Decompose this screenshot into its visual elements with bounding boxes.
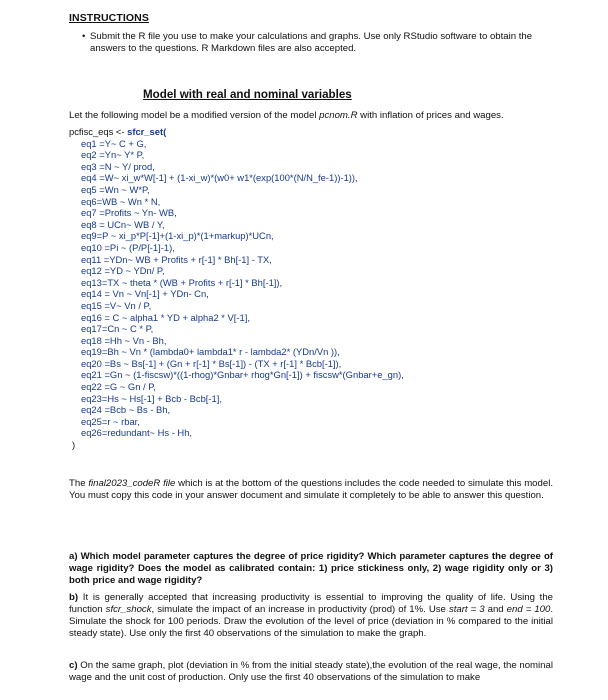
equation-line: eq12 =YD ~ YDn/ P, xyxy=(81,265,165,277)
equation-line: eq1 =Y~ C + G, xyxy=(81,137,147,149)
bullet-icon: • xyxy=(82,31,86,42)
instructions-heading: INSTRUCTIONS xyxy=(69,12,149,24)
equation-line: eq21 =Gn ~ (1-fiscsw)*((1-rhog)*Gnbar+ rhog*Gn[-1]) + fiscsw*(Gnbar+e_gn), xyxy=(81,369,404,381)
question-c-label: c) xyxy=(69,660,78,671)
equation-line: eq5 =Wn ~ W*P, xyxy=(81,183,150,195)
question-b-function: sfcr_shock xyxy=(105,604,152,615)
code-close: ) xyxy=(72,439,76,451)
code-head: pcfisc_eqs <- xyxy=(69,126,128,137)
equation-line: eq17=Cn ~ C * P, xyxy=(81,323,154,335)
equation-line: eq22 =G ~ Gn / P, xyxy=(81,381,156,393)
equation-line: eq13=TX ~ theta * (WB + Profits + r[-1] * Bh[-1]), xyxy=(81,276,283,288)
intro-suffix: with inflation of prices and wages. xyxy=(357,110,504,121)
after-code-paragraph xyxy=(69,478,553,502)
equation-line: eq19=Bh ~ Vn * (lambda0+ lambda1* r - lambda2* (YDn/Vn )), xyxy=(81,346,340,358)
intro-model-file: pcnom.R xyxy=(319,110,358,121)
code-head-line xyxy=(69,126,404,138)
model-title: Model with real and nominal variables xyxy=(143,88,352,101)
equation-list xyxy=(69,138,404,439)
instructions-text: Submit the R file you use to make your calculations and graphs. Use only RStudio software to obtain the answers to the questions. R Markdown files are also accepted. xyxy=(90,31,533,55)
question-a-label: a) xyxy=(69,551,78,562)
instructions-bullet xyxy=(84,31,564,56)
code-func: sfcr_set( xyxy=(127,126,167,137)
question-b-label: b) xyxy=(69,592,79,603)
model-intro xyxy=(69,110,569,122)
question-c-text: On the same graph, plot (deviation in % from the initial steady state),the evolution of the real wage, the nominal wage and the unit cost of production. Only use the first 40 observations of the simulation to make xyxy=(69,660,553,683)
equation-line: eq15 =V~ Vn / P, xyxy=(81,299,152,311)
equation-line: eq6=WB ~ Wn * N, xyxy=(81,195,161,207)
question-b-part3: and xyxy=(484,604,507,615)
after-file: final2023_codeR file xyxy=(88,478,176,489)
question-b-part2: , simulate the impact of an increase in productivity (prod) of 1%. Use xyxy=(151,604,449,615)
question-b-part4: . Simulate the shock for 100 periods. Draw the evolution of the level of price (deviation in % compared to the initial steady state). Use only the first 40 observations of the simulation to make the graph. xyxy=(69,604,553,639)
equation-line: eq4 =W~ xi_w*W[-1] + (1-xi_w)*(w0+ w1*(exp(100*(N/N_fe-1))-1)), xyxy=(81,172,358,184)
equation-line: eq11 =YDn~ WB + Profits + r[-1] * Bh[-1] - TX, xyxy=(81,253,272,265)
question-b-start: start = 3 xyxy=(448,604,485,615)
equation-line: eq3 =N ~ Y/ prod, xyxy=(81,160,155,172)
question-b xyxy=(69,592,553,640)
equation-line: eq8 = UCn~ WB / Y, xyxy=(81,218,165,230)
equation-line: eq16 = C ~ alpha1 * YD + alpha2 * V[-1], xyxy=(81,311,250,323)
equation-line: eq18 =Hh ~ Vn - Bh, xyxy=(81,334,167,346)
equation-line: eq9=P ~ xi_p*P[-1]+(1-xi_p)*(1+markup)*UCn, xyxy=(81,230,274,242)
equation-line: eq20 =Bs ~ Bs[-1] + (Gn + r[-1] * Bs[-1]) - (TX + r[-1] * Bcb[-1]), xyxy=(81,357,342,369)
after-prefix: The xyxy=(69,478,89,489)
equation-line: eq26=redundant~ Hs - Hh, xyxy=(81,427,193,439)
equation-line: eq25=r ~ rbar, xyxy=(81,415,140,427)
equation-line: eq7 =Profits ~ Yn- WB, xyxy=(81,207,177,219)
intro-prefix: Let the following model be a modified version of the model xyxy=(69,110,320,121)
question-b-part1: It is generally accepted that increasing productivity is essential to improving the quality of life. Using the function xyxy=(69,592,553,615)
equation-line: eq2 =Yn~ Y* P, xyxy=(81,149,145,161)
question-c xyxy=(69,660,553,684)
after-suffix: which is at the bottom of the questions includes the code needed to simulate this model. You must copy this code in your answer document and simulate it completely to be able to answer this question. xyxy=(69,478,553,501)
equation-line: eq23=Hs ~ Hs[-1] + Bcb - Bcb[-1], xyxy=(81,392,222,404)
equation-line: eq24 =Bcb ~ Bs - Bh, xyxy=(81,404,171,416)
question-b-end: end = 100 xyxy=(506,604,551,615)
equation-line: eq14 = Vn ~ Vn[-1] + YDn- Cn, xyxy=(81,288,209,300)
question-a xyxy=(69,551,553,587)
question-a-text: Which model parameter captures the degree of price rigidity? Which parameter captures the degree of wage rigidity? Does the model as calibrated contain: 1) price stickiness only, 2) wage rigidity only or 3) both price and wage rigidity? xyxy=(69,551,553,586)
equation-line: eq10 =Pi ~ (P/P[-1]-1), xyxy=(81,241,175,253)
code-block xyxy=(69,126,404,451)
